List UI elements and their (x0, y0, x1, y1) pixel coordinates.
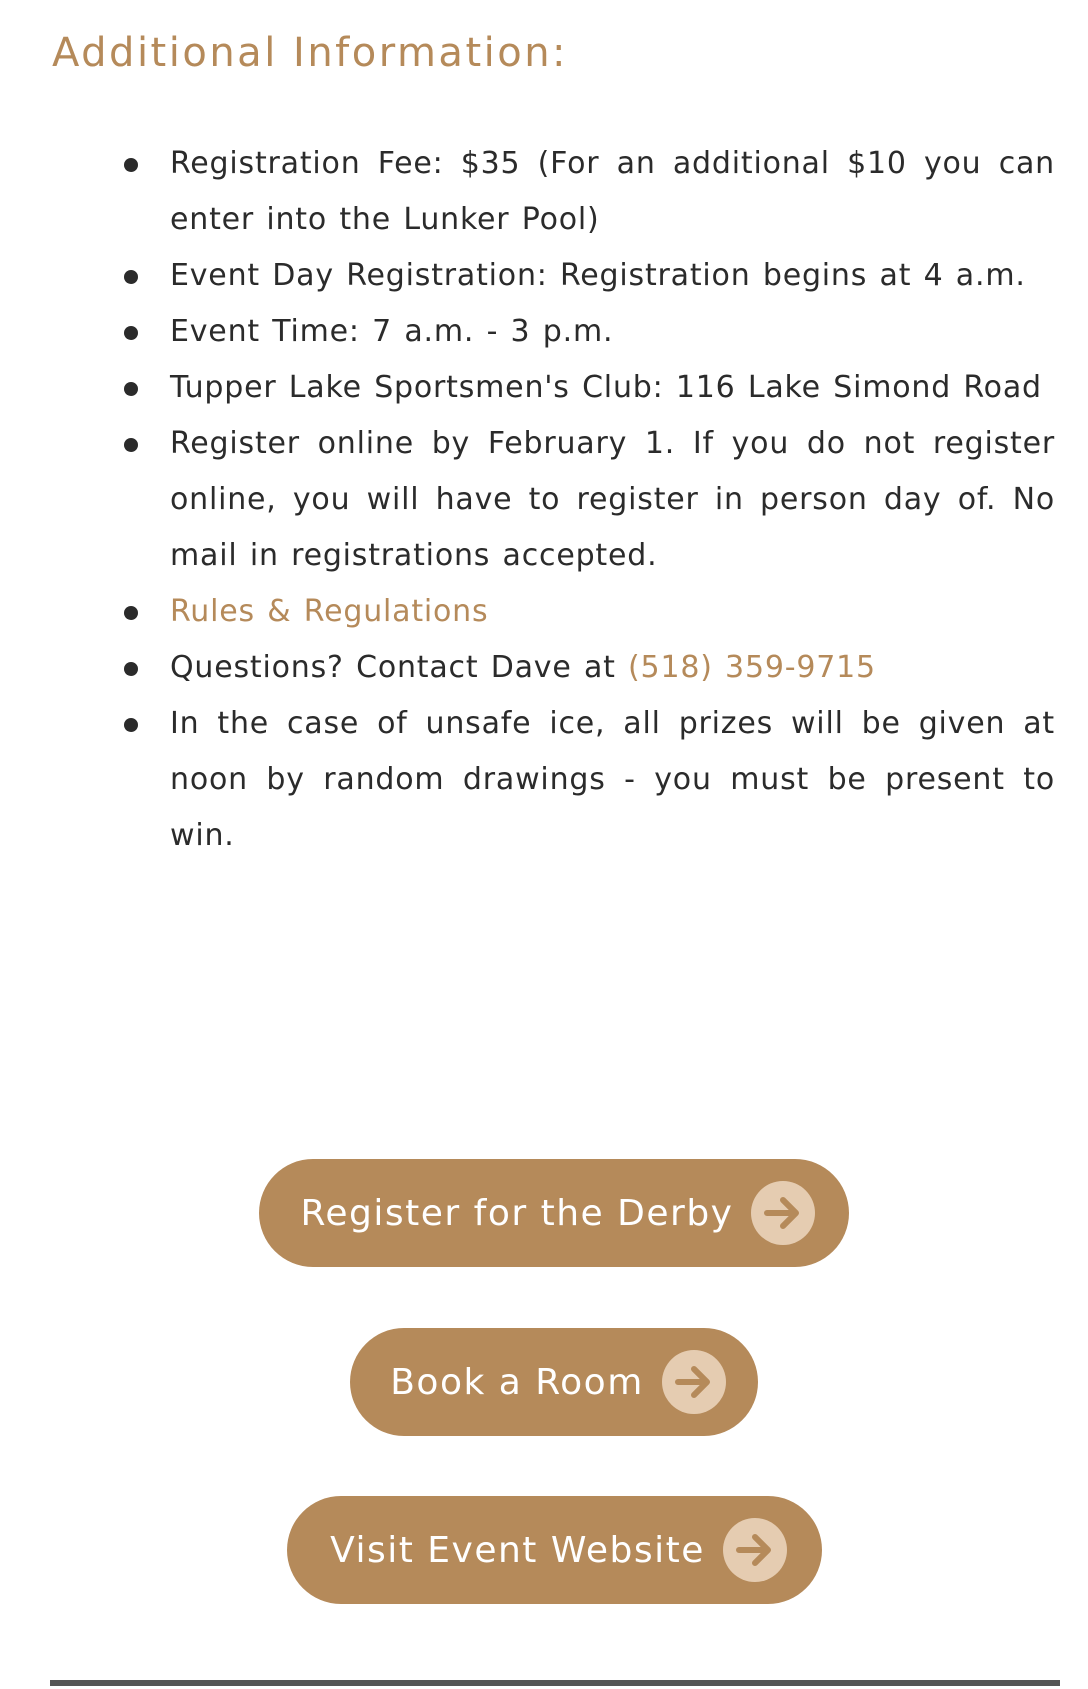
list-item-text: Tupper Lake Sportsmen's Club: 116 Lake Simond Road (170, 370, 1042, 405)
arrow-right-circle-icon (751, 1181, 815, 1245)
list-item-register-online (170, 416, 1055, 584)
list-item-event-time (170, 304, 1055, 360)
register-derby-button-label: Register for the Derby (300, 1192, 734, 1234)
bullet-icon (124, 326, 138, 340)
list-item-registration-fee (170, 136, 1055, 248)
phone-link[interactable]: (518) 359-9715 (628, 650, 876, 685)
visit-event-website-button-label: Visit Event Website (330, 1529, 705, 1571)
arrow-right-circle-icon (723, 1518, 787, 1582)
contact-prefix: Questions? Contact Dave at (170, 650, 629, 685)
list-item-ice-note (170, 696, 1055, 864)
bullet-icon (124, 158, 138, 172)
bullet-icon (124, 606, 138, 620)
bullet-icon (124, 382, 138, 396)
book-room-button-label: Book a Room (390, 1361, 644, 1403)
info-list (0, 136, 1088, 864)
bullet-icon (124, 438, 138, 452)
list-item-contact (170, 640, 1055, 696)
bullet-icon (124, 270, 138, 284)
list-item-text: Register online by February 1. If you do not register online, you will have to register in person day of. No mail in registrations accepted. (170, 426, 1055, 573)
bullet-icon (124, 662, 138, 676)
list-item-text: In the case of unsafe ice, all prizes will be given at noon by random drawings - you must be present to win. (170, 706, 1055, 853)
section-heading: Additional Information: (52, 30, 569, 76)
list-item-location (170, 360, 1055, 416)
list-item-text: Event Day Registration: Registration begins at 4 a.m. (170, 258, 1026, 293)
register-derby-button[interactable] (259, 1159, 849, 1267)
footer-divider (50, 1680, 1060, 1686)
list-item-rules (170, 584, 1055, 640)
list-item-text: Registration Fee: $35 (For an additional $10 you can enter into the Lunker Pool) (170, 146, 1055, 237)
list-item-text: Event Time: 7 a.m. - 3 p.m. (170, 314, 614, 349)
arrow-right-circle-icon (662, 1350, 726, 1414)
rules-regulations-link[interactable]: Rules & Regulations (170, 594, 489, 629)
book-room-button[interactable] (350, 1328, 758, 1436)
list-item-event-day-registration (170, 248, 1055, 304)
visit-event-website-button[interactable] (287, 1496, 822, 1604)
bullet-icon (124, 718, 138, 732)
